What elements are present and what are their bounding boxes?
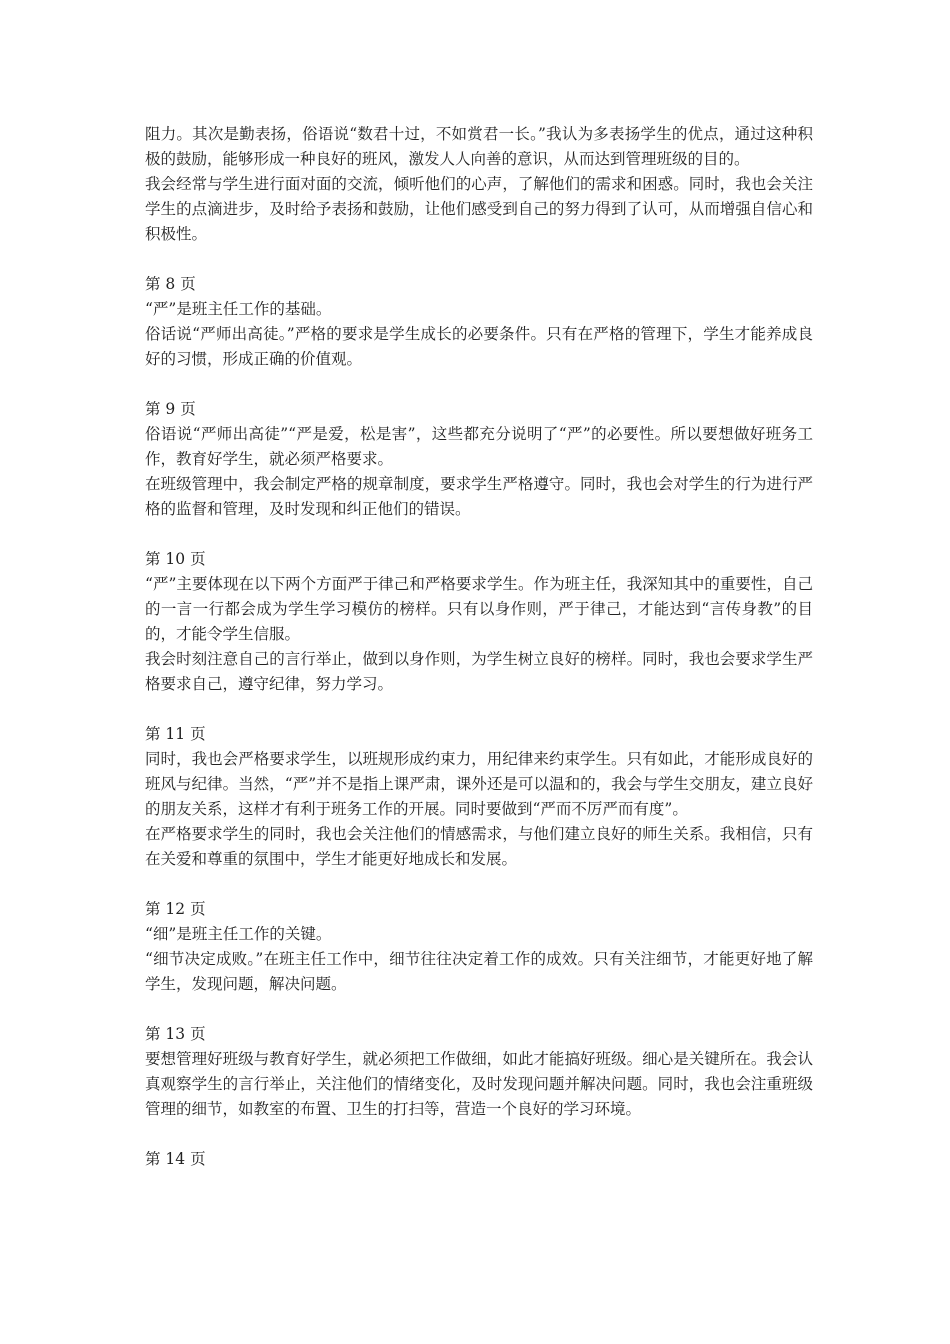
section-page-14: [145, 1147, 813, 1172]
section-paragraph: 同时，我也会严格要求学生，以班规形成约束力，用纪律来约束学生。只有如此，才能形成良好的班风与纪律。当然，“严”并不是指上课严肃，课外还是可以温和的，我会与学生交朋友，建立良好的朋友关系，这样才有利于班务工作的开展。同时要做到“严而不厉严而有度”。: [145, 750, 813, 818]
section-paragraph: 俗语说“严师出高徒”“严是爱，松是害”，这些都充分说明了“严”的必要性。所以要想做好班务工作，教育好学生，就必须严格要求。: [145, 425, 813, 468]
intro-paragraph-1: 阻力。其次是勤表扬，俗语说“数君十过，不如赏君一长。”我认为多表扬学生的优点，通过这种积极的鼓励，能够形成一种良好的班风，激发人人向善的意识，从而达到管理班级的目的。: [145, 125, 813, 168]
section-paragraph: 在班级管理中，我会制定严格的规章制度，要求学生严格遵守。同时，我也会对学生的行为进行严格的监督和管理，及时发现和纠正他们的错误。: [145, 475, 813, 518]
page-label: 第 14 页: [145, 1150, 206, 1168]
section-paragraph: 要想管理好班级与教育好学生，就必须把工作做细，如此才能搞好班级。细心是关键所在。我会认真观察学生的言行举止，关注他们的情绪变化，及时发现问题并解决问题。同时，我也会注重班级管理的细节，如教室的布置、卫生的打扫等，营造一个良好的学习环境。: [145, 1050, 813, 1118]
section-page-9: [145, 397, 813, 522]
document-page: [145, 122, 813, 1172]
section-paragraph: 我会时刻注意自己的言行举止，做到以身作则，为学生树立良好的榜样。同时，我也会要求学生严格要求自己，遵守纪律，努力学习。: [145, 650, 813, 693]
section-paragraph: “严”是班主任工作的基础。: [145, 300, 332, 318]
page-label: 第 13 页: [145, 1025, 206, 1043]
section-paragraph: “细节决定成败。”在班主任工作中，细节往往决定着工作的成效。只有关注细节，才能更好地了解学生，发现问题，解决问题。: [145, 950, 813, 993]
page-label: 第 11 页: [145, 725, 206, 743]
page-label: 第 12 页: [145, 900, 206, 918]
section-page-11: [145, 722, 813, 872]
section-page-8: [145, 272, 813, 372]
page-label: 第 10 页: [145, 550, 206, 568]
page-label: 第 9 页: [145, 400, 196, 418]
section-paragraph: 在严格要求学生的同时，我也会关注他们的情感需求，与他们建立良好的师生关系。我相信，只有在关爱和尊重的氛围中，学生才能更好地成长和发展。: [145, 825, 813, 868]
page-label: 第 8 页: [145, 275, 196, 293]
section-paragraph: “细”是班主任工作的关键。: [145, 925, 332, 943]
intro-block: [145, 122, 813, 247]
intro-paragraph-2: 我会经常与学生进行面对面的交流，倾听他们的心声，了解他们的需求和困惑。同时，我也会关注学生的点滴进步，及时给予表扬和鼓励，让他们感受到自己的努力得到了认可，从而增强自信心和积极性。: [145, 175, 813, 243]
section-paragraph: “严”主要体现在以下两个方面严于律己和严格要求学生。作为班主任，我深知其中的重要性，自己的一言一行都会成为学生学习模仿的榜样。只有以身作则，严于律己，才能达到“言传身教”的目的，才能令学生信服。: [145, 575, 813, 643]
section-page-12: [145, 897, 813, 997]
section-paragraph: 俗话说“严师出高徒。”严格的要求是学生成长的必要条件。只有在严格的管理下，学生才能养成良好的习惯，形成正确的价值观。: [145, 325, 813, 368]
section-page-10: [145, 547, 813, 697]
section-page-13: [145, 1022, 813, 1122]
